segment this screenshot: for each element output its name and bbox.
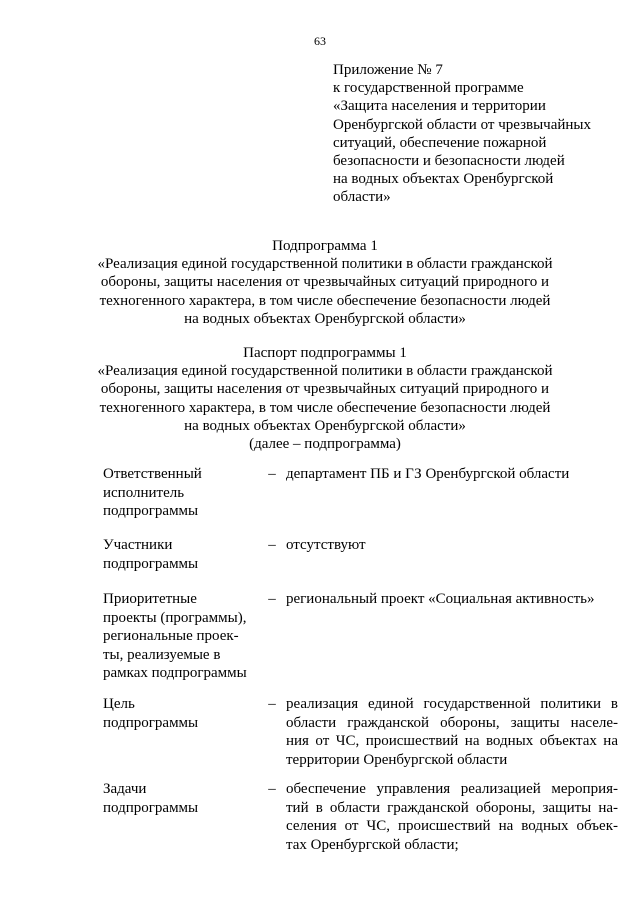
row-label-line: подпрограммы bbox=[103, 503, 199, 519]
subprogram-line: на водных объектах Оренбургской области» bbox=[184, 310, 466, 327]
appendix-line: к государственной программе bbox=[333, 80, 524, 97]
row-value bbox=[286, 465, 618, 484]
row-label-line: исполнитель bbox=[103, 484, 185, 501]
passport-line: «Реализация единой государственной политики в области гражданской bbox=[97, 363, 553, 380]
row-label bbox=[103, 695, 263, 732]
appendix-line: области» bbox=[333, 189, 391, 206]
row-dash: – bbox=[268, 537, 276, 553]
row-label-line: Приоритетные bbox=[103, 591, 197, 607]
row-label-line: подпрограммы bbox=[103, 799, 199, 816]
appendix-line: ситуаций, обеспечение пожарной bbox=[333, 134, 547, 151]
row-label bbox=[103, 590, 263, 683]
row-value-line: отсутствуют bbox=[286, 537, 366, 553]
row-label-line: подпрограммы bbox=[103, 714, 199, 731]
row-label bbox=[103, 465, 263, 521]
row-dash: – bbox=[268, 466, 276, 482]
row-dash: – bbox=[268, 781, 276, 797]
subprogram-title: Подпрограмма 1 bbox=[272, 238, 378, 254]
row-label-line: Цель bbox=[103, 696, 135, 712]
row-value-line: реализация единой государственной политики в bbox=[286, 696, 618, 712]
appendix-line: Приложение № 7 bbox=[333, 62, 443, 78]
row-value-line: территории Оренбургской области bbox=[286, 751, 508, 768]
row-value-line: тий в области гражданской обороны, защиты на- bbox=[286, 799, 618, 816]
row-label-line: Участники bbox=[103, 537, 173, 553]
subprogram-line: обороны, защиты населения от чрезвычайных ситуаций природного и bbox=[100, 274, 550, 291]
appendix-line: на водных объектах Оренбургской bbox=[333, 171, 554, 188]
row-label-line: региональные проек- bbox=[103, 628, 239, 644]
row-value-line: селения от ЧС, происшествий на водных объек- bbox=[286, 818, 618, 834]
row-label bbox=[103, 780, 263, 817]
subprogram-heading bbox=[90, 237, 560, 328]
appendix-line: Оренбургской области от чрезвычайных bbox=[333, 116, 591, 133]
subprogram-line: «Реализация единой государственной политики в области гражданской bbox=[97, 256, 553, 273]
row-value-line: региональный проект «Социальная активность» bbox=[286, 591, 595, 607]
row-value-line: ния от ЧС, происшествий на водных объектах на bbox=[286, 733, 618, 749]
row-value bbox=[286, 536, 618, 555]
appendix-header bbox=[333, 61, 613, 207]
row-value bbox=[286, 780, 618, 854]
row-value-line: департамент ПБ и ГЗ Оренбургской области bbox=[286, 466, 570, 482]
appendix-line: «Защита населения и территории bbox=[333, 98, 546, 115]
passport-line: на водных объектах Оренбургской области» bbox=[184, 417, 466, 434]
row-value-line: тах Оренбургской области; bbox=[286, 836, 459, 853]
row-value bbox=[286, 695, 618, 769]
row-label-line: ты, реализуемые в bbox=[103, 646, 221, 663]
row-label-line: Задачи bbox=[103, 781, 147, 797]
passport-title: Паспорт подпрограммы 1 bbox=[243, 345, 407, 361]
row-value-line: области гражданской обороны, защиты населе- bbox=[286, 714, 618, 731]
page-number: 63 bbox=[314, 34, 326, 48]
row-label-line: рамках подпрограммы bbox=[103, 665, 247, 681]
passport-heading bbox=[90, 344, 560, 453]
row-dash: – bbox=[268, 696, 276, 712]
row-value-line: обеспечение управления реализацией мероприя- bbox=[286, 781, 618, 797]
appendix-line: безопасности и безопасности людей bbox=[333, 153, 565, 170]
row-dash: – bbox=[268, 591, 276, 607]
row-label-line: Ответственный bbox=[103, 466, 202, 482]
row-label-line: проекты (программы), bbox=[103, 609, 247, 626]
passport-line: обороны, защиты населения от чрезвычайных ситуаций природного и bbox=[100, 381, 550, 398]
row-value bbox=[286, 590, 618, 609]
subprogram-line: техногенного характера, в том числе обеспечение безопасности людей bbox=[99, 292, 551, 309]
passport-line: (далее – подпрограмма) bbox=[249, 436, 401, 453]
row-label bbox=[103, 536, 263, 573]
row-label-line: подпрограммы bbox=[103, 555, 199, 572]
passport-line: техногенного характера, в том числе обеспечение безопасности людей bbox=[99, 399, 551, 416]
